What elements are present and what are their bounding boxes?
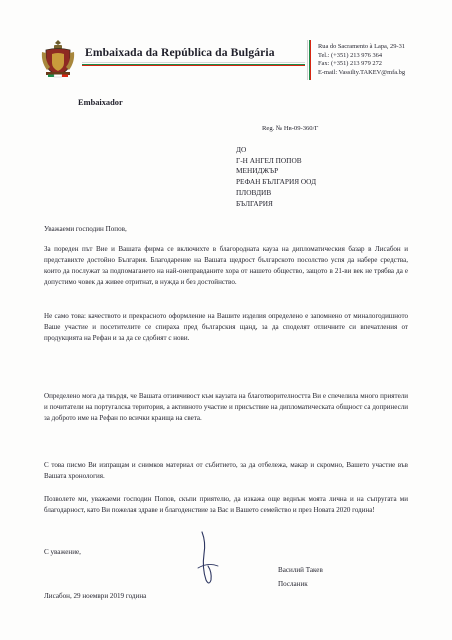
recipient-line: МЕНИДЖЪР xyxy=(236,166,279,176)
handwritten-signature xyxy=(180,528,250,588)
body-paragraph: С това писмо Ви изпращам и снимков материал от събитието, за да отбележа, макар и скромно, Вашето участие във Вашата хронология. xyxy=(44,461,408,480)
recipient-line: РЕФАН БЪЛГАРИЯ ООД xyxy=(236,177,317,187)
flag-stripes xyxy=(82,62,305,66)
body-paragraph: Определено мога да твърдя, че Вашата отзивчивост към каузата на благотворителността Ви е спечелила много приятели и почитатели на португалска територия, а активното участие и присъствие на дипломатическата общност са допринесли за доброто име на Рефан по всички краища на света. xyxy=(44,392,408,422)
reference-number: Reg. № Нв-09-360/Г xyxy=(262,125,319,132)
salutation: Уважаеми господин Попов, xyxy=(44,225,127,233)
flag-vertical-bar xyxy=(307,40,311,80)
signer-name: Василий Такев xyxy=(278,566,323,574)
recipient-line: Г-Н АНГЕЛ ПОПОВ xyxy=(236,155,302,165)
recipient-line: ДО xyxy=(236,145,247,154)
body-paragraph: Не само това: качеството и прекрасното оформление на Вашите изделия определено е запомнено от миналогодишното Ваше участие и посетителите се спираха пред българския щанд, за да споделят отличните си впечатления от продукцията на Рефан и за да се сдобият с нови. xyxy=(44,312,408,342)
embassy-address xyxy=(318,43,405,77)
closing: С уважение, xyxy=(44,548,81,556)
address-street: Rua do Sacramento à Lapa, 29-31 xyxy=(318,43,405,50)
body-paragraph: Позволете ми, уважаеми господин Попов, скъпи приятелю, да изкажа още веднъж моята лична и на съпругата ми благодарност, като Ви пожелая здраве и благоденствие за Вас и Вашето семейство и през Новата 2020 година! xyxy=(44,495,408,514)
coat-of-arms-icon xyxy=(40,38,76,78)
embassy-name: Embaixada da República da Bulgária xyxy=(85,46,275,59)
recipient-line: ПЛОВДИВ xyxy=(236,187,272,197)
signer-title: Посланик xyxy=(278,580,308,588)
role-title: Embaixador xyxy=(78,98,123,107)
body-paragraph: За пореден път Вие и Вашата фирма се включихте в благородната кауза на дипломатическия базар в Лисабон и представихте достойно България. Благодарение на Вашата щедрост българското посолство успя да набере средства, които да послужат за подпомагането на най-онеправданите хора от нашето общество, защото в 21-ви век не трябва да е допустимо човек да живее отритнат, в нужда и без достойнство. xyxy=(44,245,408,286)
address-phone: Tel.: (+351) 213 976 364 xyxy=(318,51,383,59)
address-fax: Fax: (+351) 213 979 272 xyxy=(318,60,382,68)
address-email: E-mail: Vassiliy.TAKEV@mfa.bg xyxy=(318,68,406,76)
place-and-date: Лисабон, 29 ноември 2019 година xyxy=(44,592,147,600)
recipient-block xyxy=(236,145,316,209)
recipient-line: БЪЛГАРИЯ xyxy=(236,198,273,208)
